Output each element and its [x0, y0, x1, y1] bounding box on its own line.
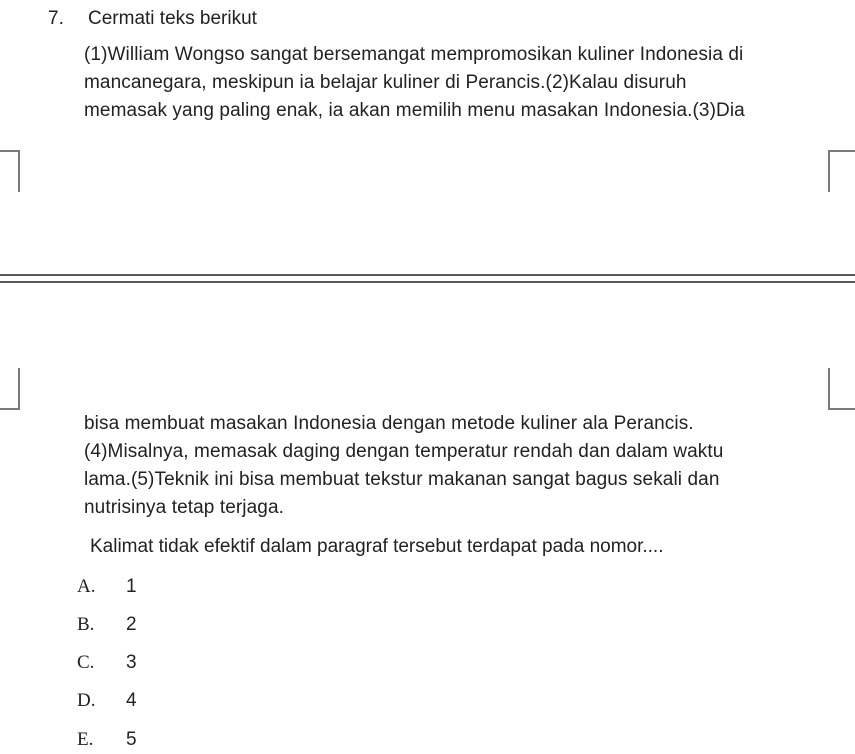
passage-line: (1)William Wongso sangat bersemangat mempromosikan kuliner Indonesia di: [84, 44, 744, 65]
passage-part-1: [84, 41, 824, 125]
option-c-letter[interactable]: C.: [77, 652, 95, 673]
question-number: 7.: [48, 8, 64, 29]
option-d-value[interactable]: 4: [126, 690, 137, 711]
option-d-letter[interactable]: D.: [77, 690, 96, 711]
question-title: Cermati teks berikut: [88, 8, 257, 29]
page-corner-mark: [0, 150, 20, 192]
page-corner-mark: [828, 150, 855, 192]
option-e-letter[interactable]: E.: [77, 729, 94, 750]
passage-line: lama.(5)Teknik ini bisa membuat tekstur makanan sangat bagus sekali dan: [84, 469, 720, 490]
passage-line: bisa membuat masakan Indonesia dengan metode kuliner ala Perancis.: [84, 413, 694, 434]
option-a-value[interactable]: 1: [126, 576, 137, 597]
page-break-line: [0, 274, 855, 276]
passage-part-2: [84, 410, 824, 522]
option-a-letter[interactable]: A.: [77, 576, 96, 597]
option-b-value[interactable]: 2: [126, 614, 137, 635]
page-corner-mark: [828, 368, 855, 410]
passage-line: nutrisinya tetap terjaga.: [84, 497, 285, 518]
passage-line: memasak yang paling enak, ia akan memilih menu masakan Indonesia.(3)Dia: [84, 100, 745, 121]
question-prompt: Kalimat tidak efektif dalam paragraf tersebut terdapat pada nomor....: [90, 536, 664, 557]
passage-line: mancanegara, meskipun ia belajar kuliner di Perancis.(2)Kalau disuruh: [84, 72, 687, 93]
option-b-letter[interactable]: B.: [77, 614, 95, 635]
option-e-value[interactable]: 5: [126, 729, 137, 750]
passage-line: (4)Misalnya, memasak daging dengan temperatur rendah dan dalam waktu: [84, 441, 724, 462]
page-break-line: [0, 281, 855, 283]
page-corner-mark: [0, 368, 20, 410]
option-c-value[interactable]: 3: [126, 652, 137, 673]
